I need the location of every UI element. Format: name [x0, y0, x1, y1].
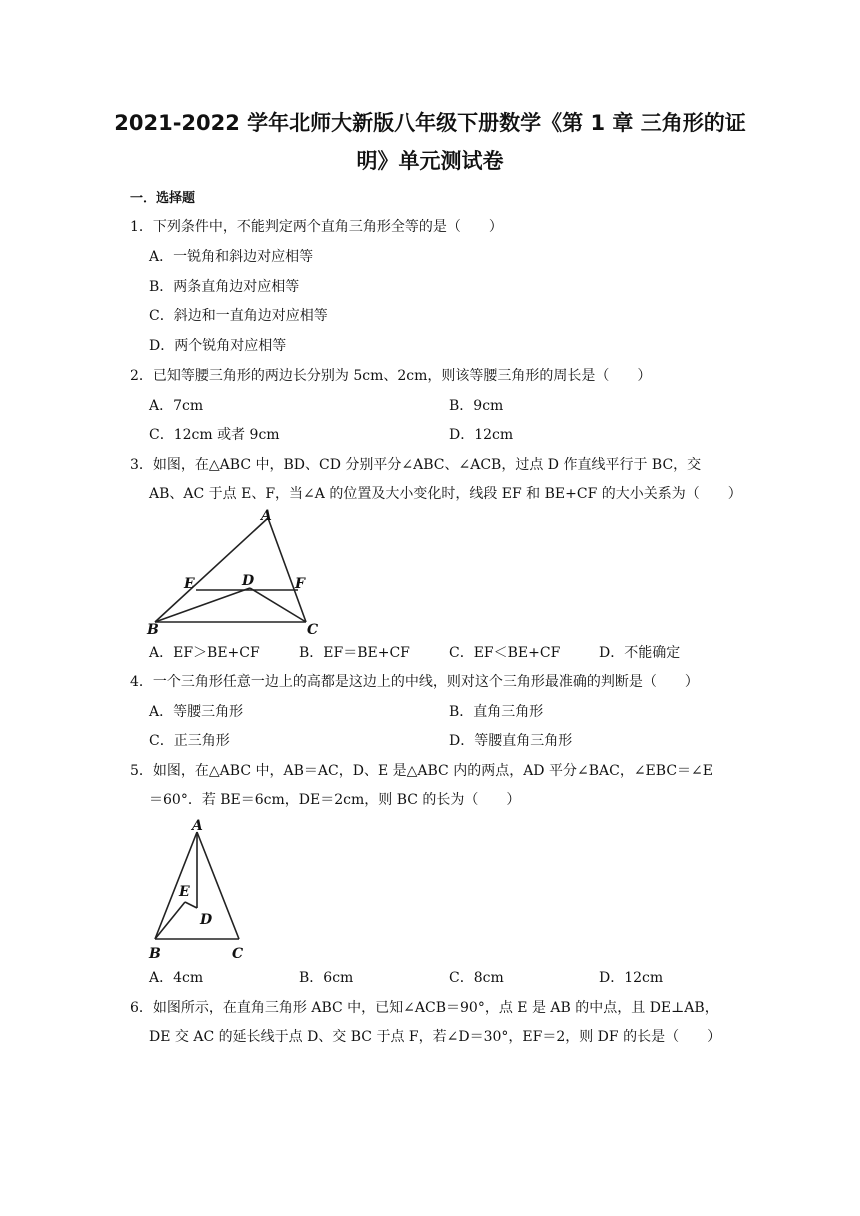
q1-option-d: D．两个锐角对应相等	[149, 338, 287, 354]
q4-option-b: B．直角三角形	[449, 704, 544, 720]
q5-option-d: D．12cm	[599, 970, 664, 986]
q1-option-c: C．斜边和一直角边对应相等	[149, 308, 328, 324]
q5-label-e: E	[179, 884, 190, 900]
q3-label-d: D	[242, 573, 255, 589]
page-title-line-2: 明》单元测试卷	[356, 149, 504, 173]
q3-label-a: A	[261, 508, 272, 524]
q3-triangle-figure	[140, 508, 330, 638]
q5-label-a: A	[192, 818, 203, 834]
question-3-stem-line-2: AB、AC 于点 E、F，当∠A 的位置及大小变化时，线段 EF 和 BE+CF 的大小关系为（ ）	[149, 486, 742, 502]
q5-option-b: B．6cm	[299, 970, 354, 986]
q3-option-c: C．EF＜BE+CF	[449, 645, 561, 661]
question-5-stem-line-1: 5．如图，在△ABC 中，AB＝AC，D、E 是△ABC 内的两点，AD 平分∠BAC，∠EBC＝∠E	[130, 763, 713, 779]
question-5-stem-line-2: ＝60°．若 BE＝6cm，DE＝2cm，则 BC 的长为（ ）	[149, 792, 521, 808]
q5-label-c: C	[232, 946, 244, 961]
q4-option-c: C．正三角形	[149, 733, 230, 749]
q3-option-b: B．EF＝BE+CF	[299, 645, 410, 661]
question-3-stem-line-1: 3．如图，在△ABC 中，BD、CD 分别平分∠ABC、∠ACB，过点 D 作直线平行于 BC，交	[130, 457, 702, 473]
q3-label-f: F	[295, 576, 305, 592]
q1-option-b: B．两条直角边对应相等	[149, 279, 300, 295]
question-4-stem: 4．一个三角形任意一边上的高都是这边上的中线，则对这个三角形最准确的判断是（ ）	[130, 674, 699, 690]
q5-label-d: D	[200, 912, 213, 928]
q4-option-d: D．等腰直角三角形	[449, 733, 573, 749]
q2-option-c: C．12cm 或者 9cm	[149, 427, 280, 443]
page-title-line-1: 2021-2022 学年北师大新版八年级下册数学《第 1 章 三角形的证	[114, 111, 746, 135]
q2-option-b: B．9cm	[449, 398, 504, 414]
q3-label-b: B	[147, 622, 159, 638]
q5-label-b: B	[149, 946, 161, 961]
q3-option-d: D．不能确定	[599, 645, 681, 661]
q3-label-e: E	[184, 576, 195, 592]
q2-option-a: A．7cm	[149, 398, 204, 414]
question-2-stem: 2．已知等腰三角形的两边长分别为 5cm、2cm，则该等腰三角形的周长是（ ）	[130, 368, 652, 384]
q3-option-a: A．EF＞BE+CF	[149, 645, 260, 661]
question-1-stem: 1．下列条件中，不能判定两个直角三角形全等的是（ ）	[130, 219, 503, 235]
q5-option-a: A．4cm	[149, 970, 204, 986]
q1-option-a: A．一锐角和斜边对应相等	[149, 249, 314, 265]
question-6-stem-line-2: DE 交 AC 的延长线于点 D、交 BC 于点 F，若∠D＝30°，EF＝2，则 DF 的长是（ ）	[149, 1029, 722, 1045]
q2-option-d: D．12cm	[449, 427, 514, 443]
q3-label-c: C	[307, 622, 319, 638]
question-6-stem-line-1: 6．如图所示，在直角三角形 ABC 中，已知∠ACB＝90°，点 E 是 AB 的中点，且 DE⊥AB，	[130, 1000, 719, 1016]
section-heading: 一．选择题	[130, 191, 196, 206]
q5-option-c: C．8cm	[449, 970, 504, 986]
q4-option-a: A．等腰三角形	[149, 704, 244, 720]
q5-triangle-figure	[140, 816, 250, 961]
